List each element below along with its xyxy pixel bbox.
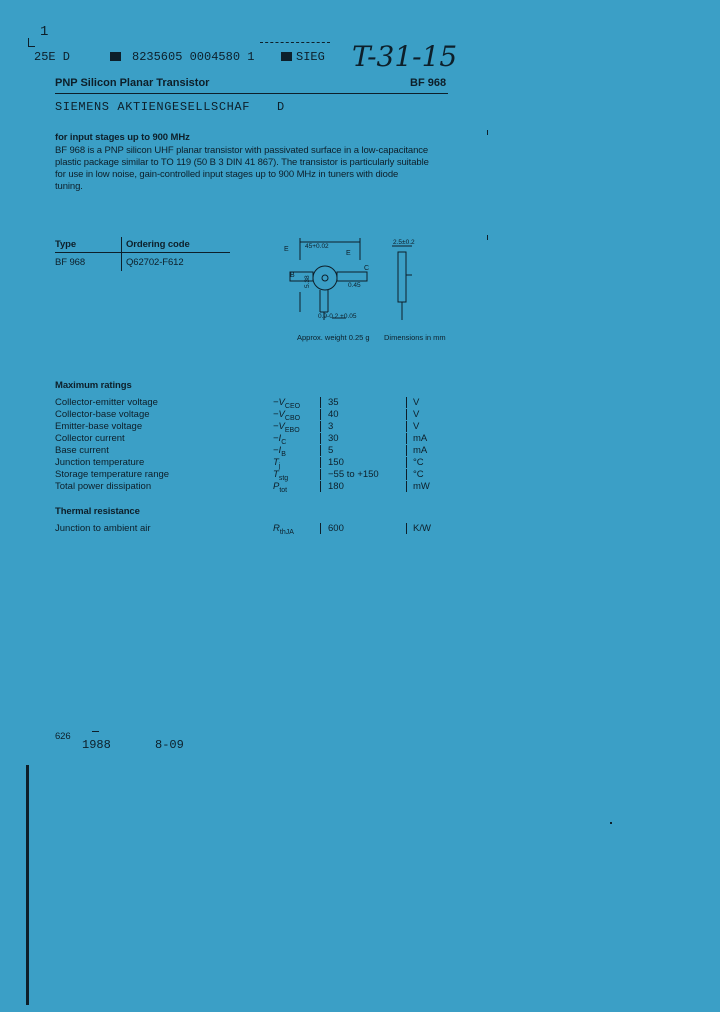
rating-row — [0, 397, 720, 409]
rating-divider — [320, 409, 321, 420]
rating-divider — [406, 421, 407, 432]
rating-row — [0, 481, 720, 493]
rating-row — [0, 457, 720, 469]
rating-divider — [406, 445, 407, 456]
scan-speck — [487, 130, 488, 135]
rating-value: 180 — [328, 481, 344, 492]
pin-label-b: B — [290, 272, 295, 279]
company-suffix: D — [277, 100, 285, 114]
thermal-heading: Thermal resistance — [55, 506, 140, 517]
dim-side: 2.5±0.2 — [393, 239, 415, 246]
pin-label-e: E — [284, 246, 289, 253]
rating-divider — [406, 469, 407, 480]
intro-line: plastic package similar to TO 119 (50 B 3 DIN 41 867). The transistor is particularly suitable — [55, 157, 429, 168]
intro-heading: for input stages up to 900 MHz — [55, 132, 190, 143]
rating-unit: mA — [413, 433, 428, 444]
thermal-symbol: $R_{thJA}$ — [273, 523, 294, 536]
rating-symbol: $T_j$ — [273, 457, 281, 470]
rating-divider — [320, 481, 321, 492]
scan-header-code: 8235605 0004580 1 — [132, 50, 255, 64]
scan-header-line: 25E D — [34, 50, 71, 64]
rating-row — [0, 433, 720, 445]
pin-label-e2: E — [346, 250, 351, 257]
rating-value: 40 — [328, 409, 339, 420]
ordering-col-divider — [121, 237, 122, 271]
intro-line: for use in low noise, gain-controlled input stages up to 900 MHz in tuners with diode — [55, 169, 399, 180]
package-drawing — [270, 230, 460, 350]
rating-divider — [320, 433, 321, 444]
dim-top: 45+0.02 — [305, 243, 329, 250]
rating-value: −55 to +150 — [328, 469, 379, 480]
thermal-value: 600 — [328, 523, 344, 534]
scan-speck — [487, 235, 488, 240]
header-block-mark-2 — [281, 52, 292, 61]
rating-divider — [320, 421, 321, 432]
pin-label-c: C — [364, 265, 370, 272]
rating-name: Storage temperature range — [55, 469, 170, 480]
rating-row — [0, 409, 720, 421]
rating-divider — [406, 397, 407, 408]
rating-unit: V — [413, 397, 420, 408]
rating-divider — [406, 481, 407, 492]
rating-unit: °C — [413, 457, 424, 468]
rating-divider — [406, 457, 407, 468]
scan-header-brand: SIEG — [296, 50, 325, 64]
rating-symbol: $-V_{CBO}$ — [273, 409, 301, 422]
footer-date: 8-09 — [155, 738, 184, 752]
thermal-divider — [406, 523, 407, 534]
rating-name: Emitter-base voltage — [55, 421, 143, 432]
rating-name: Junction temperature — [55, 457, 145, 468]
rating-divider — [320, 469, 321, 480]
footer-year: 1988 — [82, 738, 111, 752]
header-block-mark — [110, 52, 121, 61]
rating-row — [0, 445, 720, 457]
ordering-code: Q62702-F612 — [126, 257, 184, 268]
rating-row — [0, 421, 720, 433]
left-edge-line — [26, 765, 29, 1005]
rating-name: Collector current — [55, 433, 125, 444]
thermal-divider — [320, 523, 321, 534]
ordering-col-type: Type — [55, 239, 77, 250]
rating-divider — [320, 457, 321, 468]
rating-divider — [406, 433, 407, 444]
scan-mark: 1 — [40, 24, 49, 40]
ordering-rule — [55, 252, 230, 253]
rating-unit: °C — [413, 469, 424, 480]
rating-divider — [320, 397, 321, 408]
thermal-unit: K/W — [413, 523, 431, 534]
rating-symbol: $-V_{EBO}$ — [273, 421, 300, 434]
intro-line: tuning. — [55, 181, 83, 192]
rating-symbol: $-I_B$ — [273, 445, 286, 458]
dim-lead: 0.9-0.2 +0.05 — [318, 313, 357, 320]
rating-unit: V — [413, 409, 420, 420]
max-ratings-heading: Maximum ratings — [55, 380, 132, 391]
rating-divider — [320, 445, 321, 456]
rating-unit: mA — [413, 445, 428, 456]
rating-symbol: $-I_C$ — [273, 433, 287, 446]
scan-dash-line — [260, 42, 330, 43]
part-number: BF 968 — [410, 77, 447, 89]
thermal-name: Junction to ambient air — [55, 523, 151, 534]
rating-name: Collector-emitter voltage — [55, 397, 158, 408]
ordering-type: BF 968 — [55, 257, 86, 268]
dim-pin: 0.45 — [348, 282, 361, 289]
page-title: PNP Silicon Planar Transistor — [55, 77, 210, 89]
rating-unit: V — [413, 421, 420, 432]
weight-caption: Approx. weight 0.25 g — [297, 333, 370, 342]
intro-line: BF 968 is a PNP silicon UHF planar transistor with passivated surface in a low-capacitance — [55, 145, 429, 156]
rating-row — [0, 469, 720, 481]
footer-dash — [92, 731, 99, 732]
page-number: 626 — [55, 731, 71, 742]
rating-value: 5 — [328, 445, 334, 456]
company-name: SIEMENS AKTIENGESELLSCHAF — [55, 100, 251, 114]
rating-unit: mW — [413, 481, 430, 492]
dims-caption: Dimensions in mm — [384, 333, 446, 342]
rating-name: Base current — [55, 445, 109, 456]
rating-symbol: $P_{tot}$ — [273, 481, 288, 494]
thermal-row — [0, 523, 720, 535]
title-rule — [55, 93, 448, 94]
rating-name: Total power dissipation — [55, 481, 152, 492]
rating-value: 35 — [328, 397, 339, 408]
rating-value: 3 — [328, 421, 334, 432]
rating-name: Collector-base voltage — [55, 409, 150, 420]
scan-corner-mark — [28, 38, 35, 47]
handwritten-code: T-31-15 — [352, 40, 458, 73]
rating-symbol: $T_{stg}$ — [273, 469, 289, 482]
rating-divider — [406, 409, 407, 420]
rating-value: 30 — [328, 433, 339, 444]
rating-symbol: $-V_{CEO}$ — [273, 397, 301, 410]
scan-speck — [610, 822, 612, 824]
dim-height: 5.38 — [304, 275, 311, 288]
ordering-col-code: Ordering code — [126, 239, 190, 250]
rating-value: 150 — [328, 457, 344, 468]
